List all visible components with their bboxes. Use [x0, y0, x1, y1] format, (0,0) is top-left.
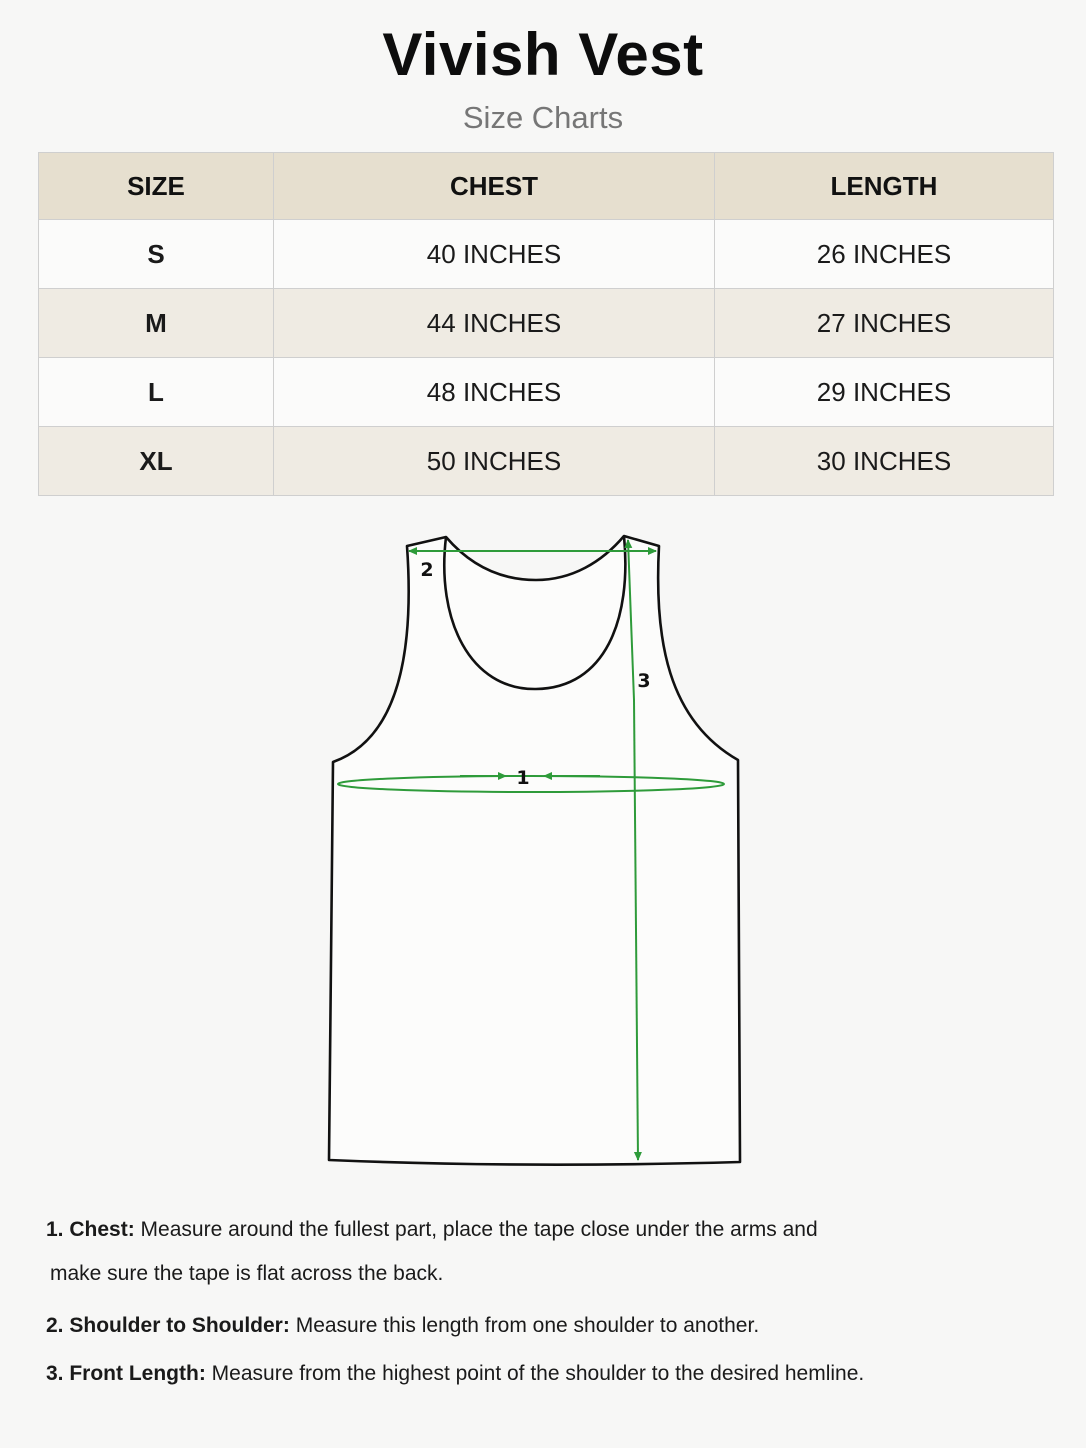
- note-text: Measure from the highest point of the shoulder to the desired hemline.: [211, 1362, 865, 1385]
- size-cell: XL: [39, 427, 274, 496]
- note-shoulder: [46, 1314, 759, 1338]
- size-cell: L: [39, 358, 274, 427]
- shoulder-label: 2: [420, 559, 434, 581]
- table-row: [39, 427, 1054, 496]
- column-header-size: SIZE: [39, 153, 274, 220]
- note-number: 1.: [46, 1218, 64, 1241]
- note-term: Front Length:: [69, 1362, 206, 1385]
- chest-cell: 48 INCHES: [274, 358, 715, 427]
- note-text: make sure the tape is flat across the back.: [50, 1262, 444, 1285]
- note-chest-continuation: [50, 1262, 443, 1286]
- chest-cell: 50 INCHES: [274, 427, 715, 496]
- chest-cell: 44 INCHES: [274, 289, 715, 358]
- vest-measurement-diagram: [0, 520, 1086, 1180]
- length-cell: 30 INCHES: [715, 427, 1054, 496]
- note-front-length: [46, 1362, 864, 1386]
- length-cell: 26 INCHES: [715, 220, 1054, 289]
- note-chest: [46, 1218, 818, 1242]
- column-header-length: LENGTH: [715, 153, 1054, 220]
- vest-outline: [329, 536, 740, 1165]
- table-row: [39, 289, 1054, 358]
- length-cell: 29 INCHES: [715, 358, 1054, 427]
- size-cell: M: [39, 289, 274, 358]
- column-header-chest: CHEST: [274, 153, 715, 220]
- note-text: Measure around the fullest part, place the tape close under the arms and: [140, 1218, 818, 1241]
- chest-label: 1: [516, 767, 530, 789]
- size-chart-table: [38, 152, 1054, 496]
- length-cell: 27 INCHES: [715, 289, 1054, 358]
- note-text: Measure this length from one shoulder to another.: [295, 1314, 760, 1337]
- table-row: [39, 220, 1054, 289]
- note-term: Chest:: [69, 1218, 135, 1241]
- table-header-row: [39, 153, 1054, 220]
- page-subtitle: Size Charts: [462, 100, 624, 135]
- table-row: [39, 358, 1054, 427]
- note-number: 2.: [46, 1314, 64, 1337]
- page-title: Vivish Vest: [382, 21, 704, 88]
- note-number: 3.: [46, 1362, 64, 1385]
- note-term: Shoulder to Shoulder:: [69, 1314, 290, 1337]
- chest-cell: 40 INCHES: [274, 220, 715, 289]
- size-cell: S: [39, 220, 274, 289]
- length-label: 3: [637, 670, 651, 692]
